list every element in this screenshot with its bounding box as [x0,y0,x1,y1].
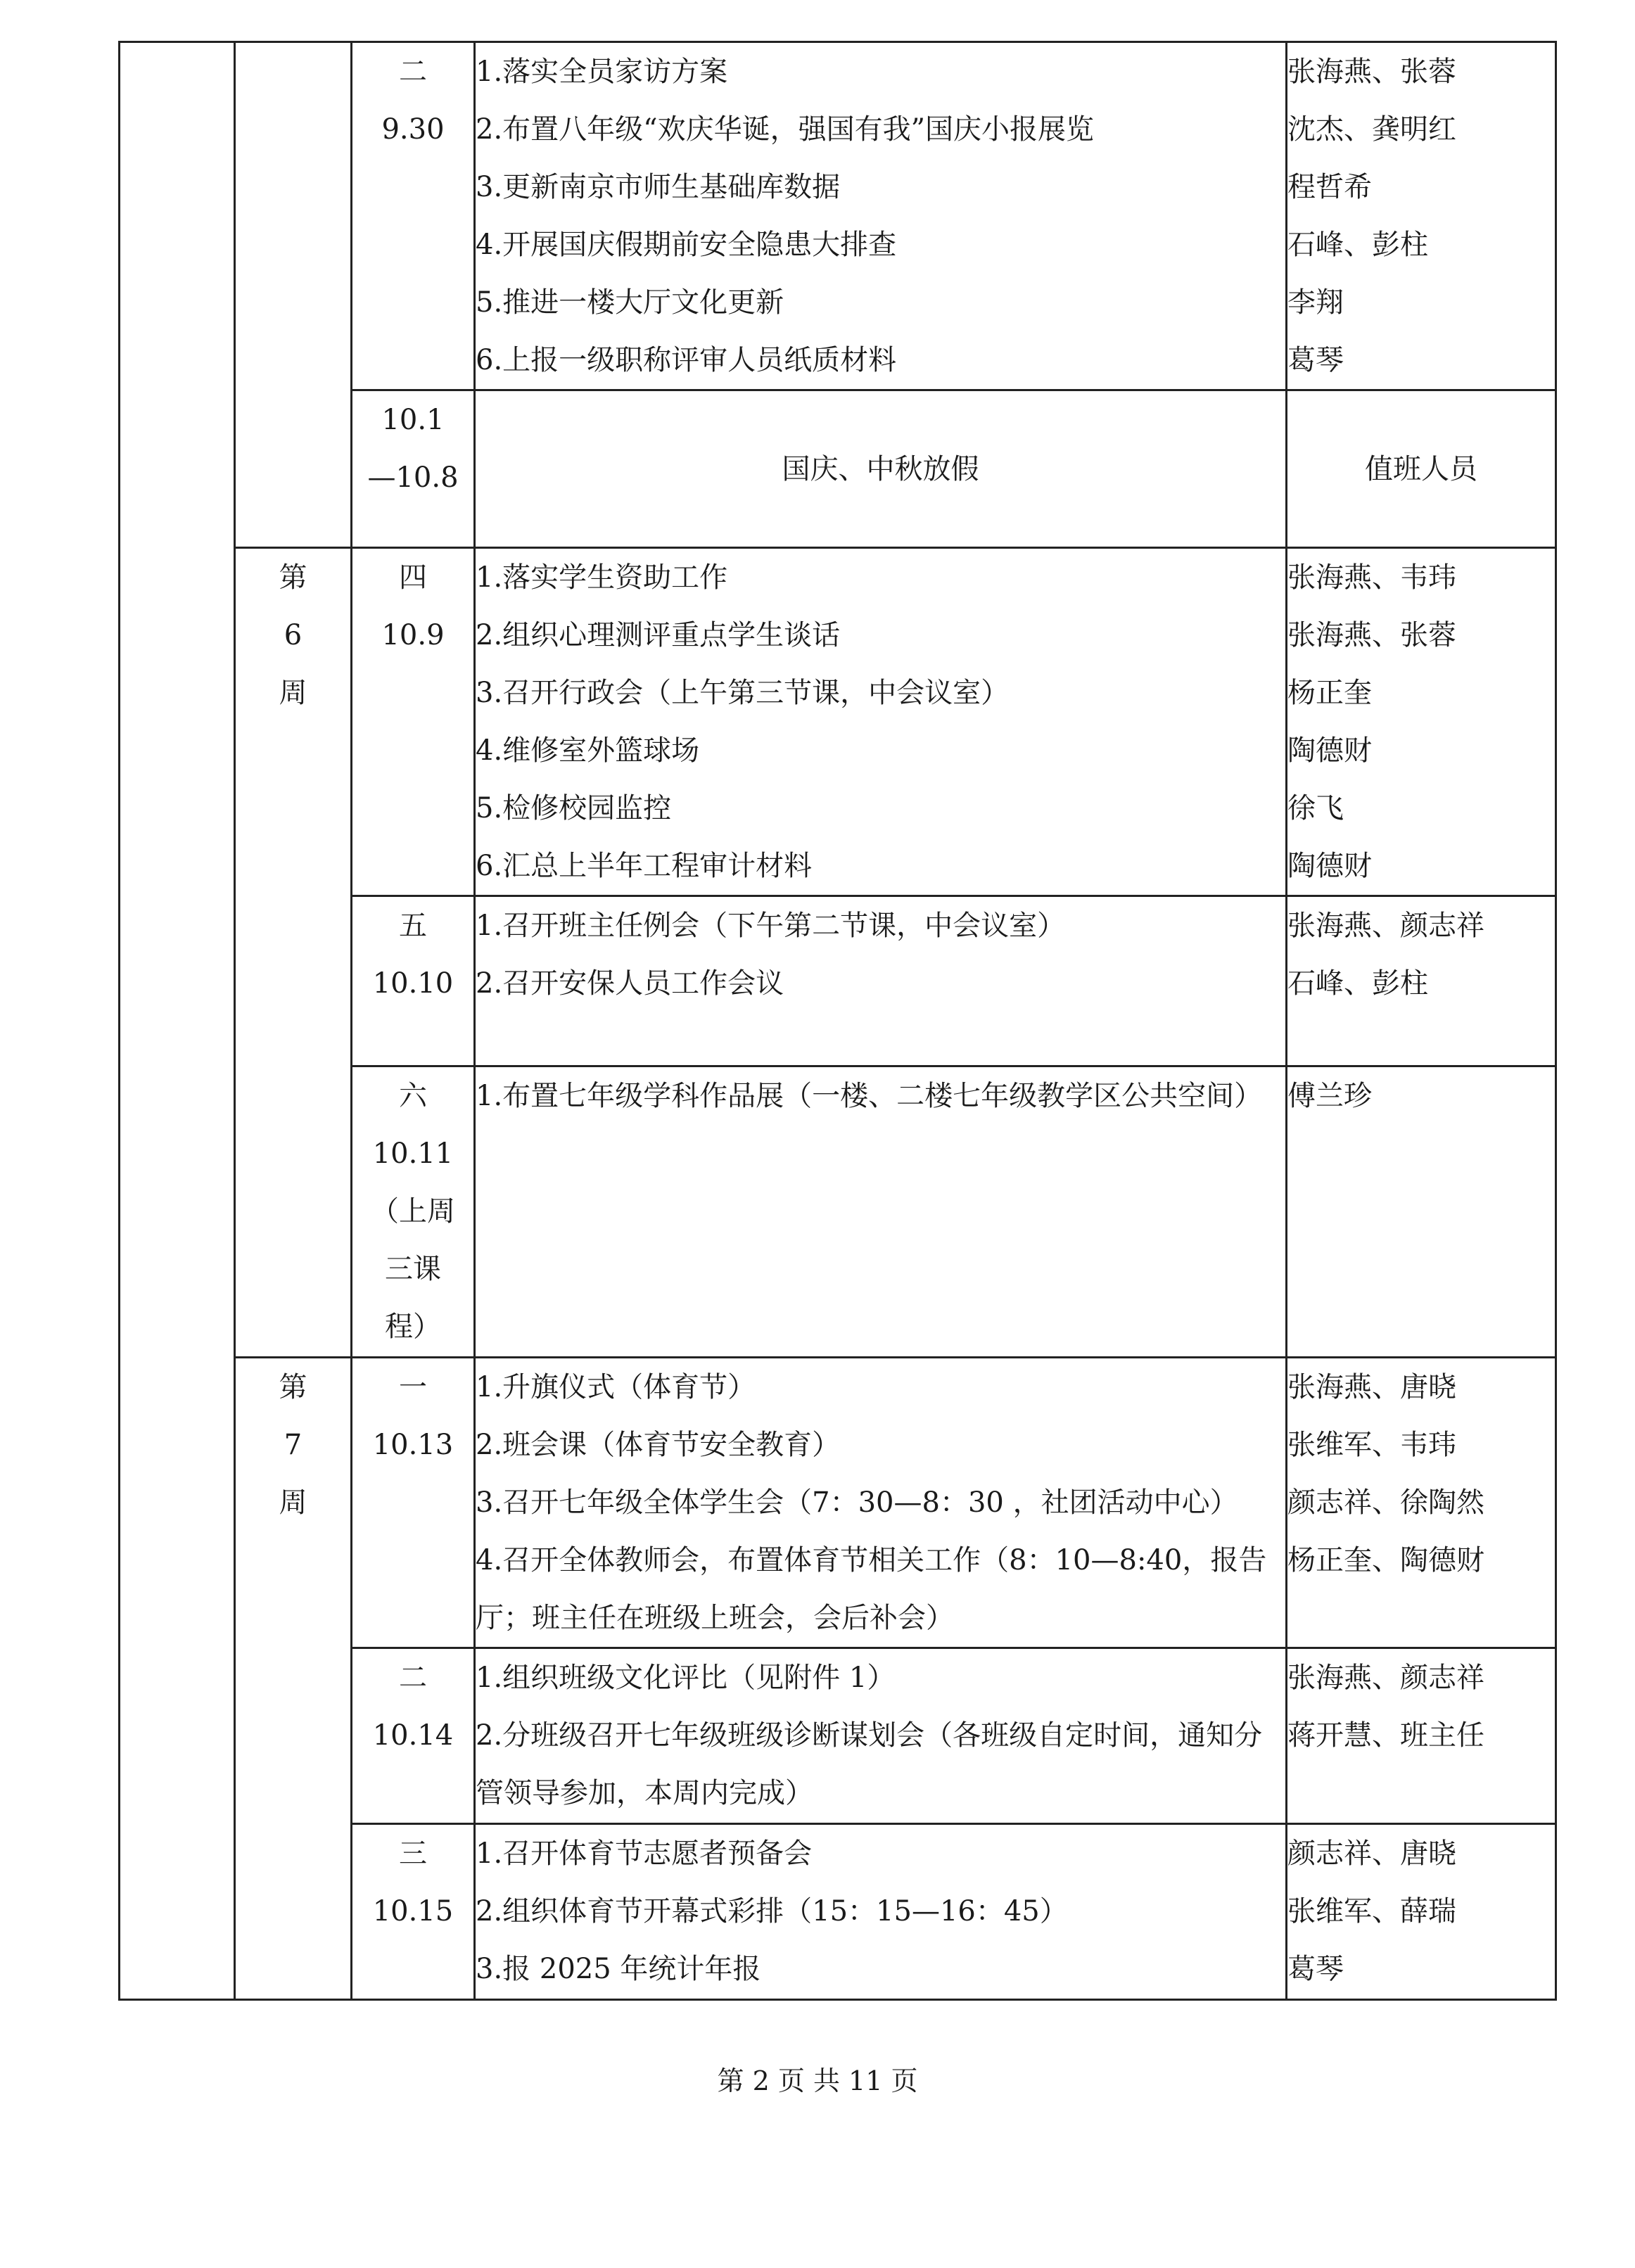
schedule-table [118,41,1557,2001]
task-item: 4.开展国庆假期前安全隐患大排查 [476,229,897,261]
day-cell [352,42,475,390]
responsible-item: 颜志祥、徐陶然 [1287,1486,1484,1519]
task-item: 2.班会课（体育节安全教育） [476,1429,841,1461]
responsible-item: 张海燕、张蓉 [1287,619,1456,651]
day-cell [352,1066,475,1358]
task-item: 1.落实学生资助工作 [476,561,728,594]
task-item: 2.组织体育节开幕式彩排（15：15—16：45） [476,1895,1068,1928]
responsible-cell [1287,1358,1556,1648]
task-cell [475,896,1287,1066]
task-item: 1.布置七年级学科作品展（一楼、二楼七年级教学区公共空间） [476,1080,1263,1112]
date-label: 9.30 [381,113,445,146]
task-item: 1.组织班级文化评比（见附件 1） [476,1662,896,1694]
day-label: 四 [399,561,427,594]
date-label: 10.14 [372,1719,454,1752]
task-cell [475,1824,1287,2000]
day-cell [352,548,475,896]
date-label: 10.10 [372,967,454,1000]
responsible-item: 石峰、彭柱 [1287,229,1428,261]
responsible-cell [1287,1066,1556,1358]
responsible-item: 张维军、薛瑞 [1287,1895,1456,1928]
date-label: 10.1 [381,404,445,436]
day-label: 二 [399,1662,427,1694]
task-item: 3.召开七年级全体学生会（7：30—8：30 ，社团活动中心） [476,1486,1238,1519]
responsible-item: 张维军、韦玮 [1287,1429,1456,1461]
responsible-cell [1287,548,1556,896]
responsible-item: 蒋开慧、班主任 [1287,1719,1484,1752]
task-cell [475,390,1287,548]
responsible-item: 陶德财 [1287,850,1372,882]
responsible-item: 沈杰、龚明红 [1287,113,1456,146]
day-cell [352,896,475,1066]
note-label: 三课 [385,1253,441,1285]
task-item: 6.汇总上半年工程审计材料 [476,850,813,882]
responsible-item: 石峰、彭柱 [1287,967,1428,1000]
task-item: 6.上报一级职称评审人员纸质材料 [476,344,897,376]
responsible-item: 张海燕、韦玮 [1287,561,1456,594]
responsible-item: 程哲希 [1287,171,1372,203]
responsible-item: 张海燕、唐晓 [1287,1371,1456,1403]
responsible-item: 值班人员 [1365,452,1477,485]
responsible-item: 葛琴 [1287,1953,1344,1985]
date-label: 10.9 [381,619,445,651]
task-item: 3.报 2025 年统计年报 [476,1953,761,1985]
week-label: 第 [279,1371,307,1403]
task-cell [475,1066,1287,1358]
responsible-item: 张海燕、颜志祥 [1287,910,1484,942]
blank-column-cell [120,42,235,2000]
responsible-item: 杨正奎、陶德财 [1287,1544,1484,1576]
week-6-cell [235,548,352,1358]
note-label: （上周 [371,1195,455,1228]
responsible-cell [1287,390,1556,548]
row-10-13 [120,1358,1556,1648]
task-item: 4.维修室外篮球场 [476,734,700,767]
task-cell [475,1648,1287,1824]
responsible-item: 葛琴 [1287,344,1344,376]
responsible-cell [1287,1824,1556,2000]
week-label: 周 [279,677,307,709]
task-item: 3.召开行政会（上午第三节课，中会议室） [476,677,1010,709]
task-item: 1.召开体育节志愿者预备会 [476,1837,813,1870]
responsible-item: 陶德财 [1287,734,1372,767]
day-cell [352,1358,475,1648]
responsible-item: 张海燕、张蓉 [1287,56,1456,88]
task-cell [475,1358,1287,1648]
day-label: 一 [399,1371,427,1403]
day-cell [352,390,475,548]
week-label: 第 [279,561,307,594]
day-cell [352,1648,475,1824]
week-cell [235,42,352,548]
date-label: 10.15 [372,1895,454,1928]
task-item: 2.布置八年级“欢庆华诞，强国有我”国庆小报展览 [476,113,1095,146]
date-label: 10.13 [372,1429,454,1461]
task-cell [475,42,1287,390]
row-9-30 [120,42,1556,390]
responsible-item: 颜志祥、唐晓 [1287,1837,1456,1870]
task-item: 2.组织心理测评重点学生谈话 [476,619,841,651]
task-item: 3.更新南京市师生基础库数据 [476,171,841,203]
responsible-cell [1287,896,1556,1066]
date-label: —10.8 [367,461,459,494]
task-item: 2.分班级召开七年级班级诊断谋划会（各班级自定时间，通知分管领导参加，本周内完成） [476,1719,1263,1809]
task-item: 5.推进一楼大厅文化更新 [476,286,784,319]
task-item: 1.落实全员家访方案 [476,56,728,88]
holiday-label: 国庆、中秋放假 [782,452,979,485]
responsible-cell [1287,42,1556,390]
week-number: 7 [284,1429,303,1461]
page-footer: 第 2 页 共 11 页 [717,2065,918,2096]
responsible-item: 张海燕、颜志祥 [1287,1662,1484,1694]
responsible-item: 杨正奎 [1287,677,1372,709]
day-label: 二 [399,56,427,88]
week-number: 6 [284,619,303,651]
day-label: 三 [399,1837,427,1870]
task-cell [475,548,1287,896]
date-label: 10.11 [372,1138,454,1170]
day-label: 六 [399,1080,427,1112]
note-label: 程） [385,1311,441,1343]
task-item: 1.升旗仪式（体育节） [476,1371,756,1403]
row-10-9 [120,548,1556,896]
responsible-item: 徐飞 [1287,792,1344,824]
task-item: 2.召开安保人员工作会议 [476,967,784,1000]
day-label: 五 [399,910,427,942]
task-item: 1.召开班主任例会（下午第二节课，中会议室） [476,910,1066,942]
week-label: 周 [279,1486,307,1519]
responsible-item: 李翔 [1287,286,1344,319]
responsible-item: 傅兰珍 [1287,1080,1372,1112]
week-7-cell [235,1358,352,2000]
task-item: 5.检修校园监控 [476,792,672,824]
responsible-cell [1287,1648,1556,1824]
task-item: 4.召开全体教师会，布置体育节相关工作（8：10—8:40，报告厅；班主任在班级上班会，会后补会） [476,1544,1267,1634]
day-cell [352,1824,475,2000]
